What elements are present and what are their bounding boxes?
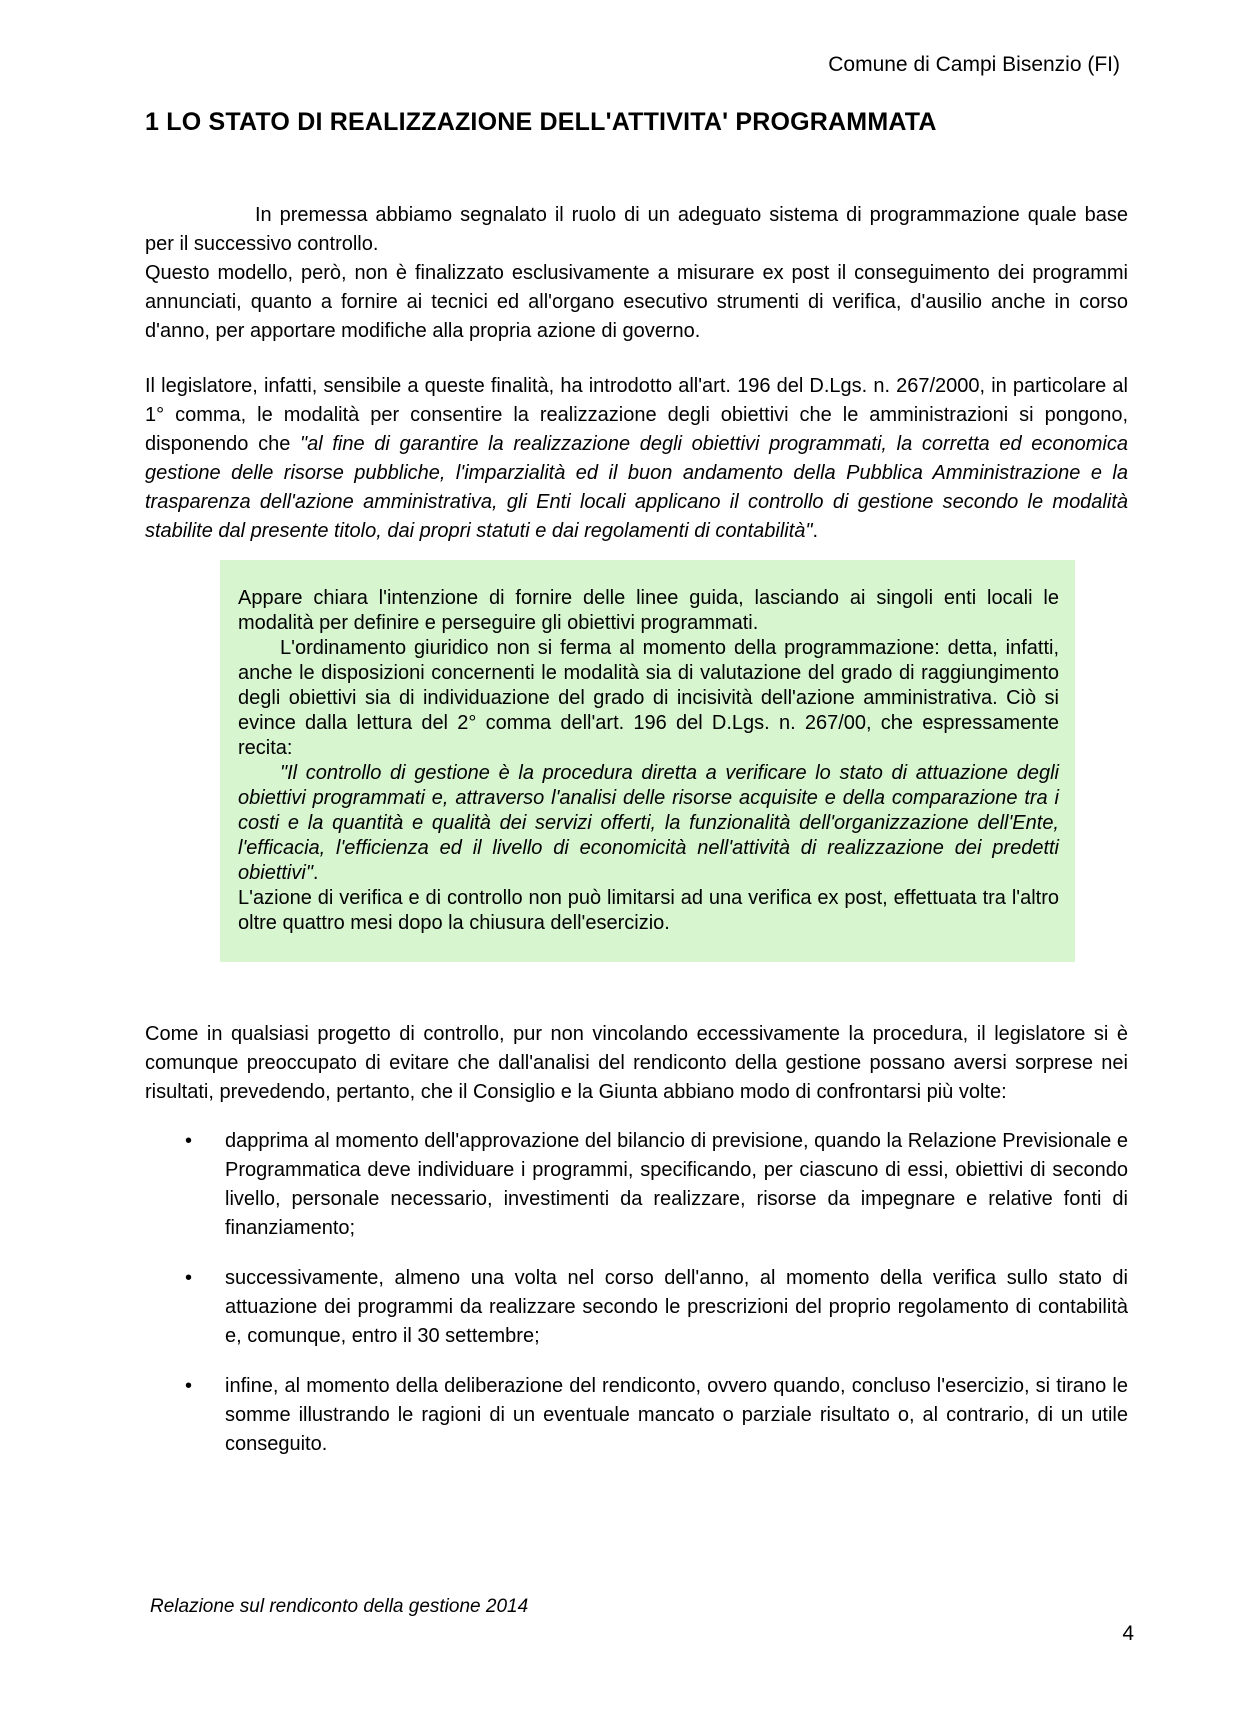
bullet-item-successivamente — [145, 1264, 1128, 1351]
box-paragraph-quote — [238, 761, 1059, 886]
paragraph-premessa: In premessa abbiamo segnalato il ruolo di un adeguato sistema di programmazione quale base per il successivo controllo. — [145, 204, 1128, 255]
bullet-text: dapprima al momento dell'approvazione del bilancio di previsione, quando la Relazione Previsionale e Programmatica deve individuare i programmi, specificando, per ciascuno di essi, obiettivi di secondo livello, personale necessario, investimenti da realizzare, risorse da impegnare e relative fonti di finanziamento; — [225, 1130, 1128, 1239]
paragraph-legislatore — [145, 372, 1128, 546]
bullet-text: successivamente, almeno una volta nel corso dell'anno, al momento della verifica sullo stato di attuazione dei programmi da realizzare secondo le prescrizioni del proprio regolamento di contabilità e, comunque, entro il 30 settembre; — [225, 1267, 1128, 1347]
bullet-item-infine — [145, 1372, 1128, 1459]
box-paragraph-appare: Appare chiara l'intenzione di fornire delle linee guida, lasciando ai singoli enti locali le modalità per definire e perseguire gli obiettivi programmati. — [238, 587, 1059, 634]
bullet-marker: • — [185, 1375, 193, 1397]
highlight-box — [220, 560, 1075, 962]
box-paragraph-azione: L'azione di verifica e di controllo non può limitarsi ad una verifica ex post, effettuata tra l'altro oltre quattro mesi dopo la chiusura dell'esercizio. — [238, 887, 1059, 934]
paragraph-legislatore-quote: "al fine di garantire la realizzazione degli obiettivi programmati, la corretta ed economica gestione delle risorse pubbliche, l'imparzialità ed il buon andamento della Pubblica Amministrazione e la trasparenza dell'azione amministrativa, gli Enti locali applicano il controllo di gestione secondo le modalità stabilite dal presente titolo, dai propri statuti e dai regolamenti di contabilità" — [145, 433, 1128, 542]
box-paragraph-ordinamento: L'ordinamento giuridico non si ferma al momento della programmazione: detta, infatti, anche le disposizioni concernenti le modalità sia di valutazione del grado di raggiungimento degli obiettivi sia di individuazione del grado di incisività dell'azione amministrativa. Ciò si evince dalla lettura del 2° comma dell'art. 196 del D.Lgs. n. 267/00, che espressamente recita: — [238, 637, 1059, 759]
paragraph-modello: Questo modello, però, non è finalizzato esclusivamente a misurare ex post il conseguimento dei programmi annunciati, quanto a fornire ai tecnici ed all'organo esecutivo strumenti di verifica, d'ausilio anche in corso d'anno, per apportare modifiche alla propria azione di governo. — [145, 262, 1128, 342]
paragraph-legislatore-intro: Il legislatore, infatti, sensibile a queste finalità, ha introdotto all'art. 196 del D.Lgs. n. 267/2000, in particolare al 1° comma, le modalità per consentire la realizzazione degli obiettivi che le amministrazioni si pongono, disponendo che — [145, 375, 1128, 455]
box-quote-text: "Il controllo di gestione è la procedura diretta a verificare lo stato di attuazione degli obiettivi programmati e, attraverso l'analisi delle risorse acquisite e della comparazione tra i costi e la quantità e qualità dei servizi offerti, la funzionalità dell'organizzazione dell'Ente, l'efficacia, l'efficienza ed il livello di economicità nell'attività di realizzazione dei predetti obiettivi" — [238, 762, 1059, 884]
bullet-marker: • — [185, 1267, 193, 1289]
box-quote-end: . — [312, 862, 319, 884]
bullet-item-dapprima — [145, 1127, 1128, 1243]
bullet-text: infine, al momento della deliberazione del rendiconto, ovvero quando, concluso l'esercizio, si tirano le somme illustrando le ragioni di un eventuale mancato o parziale risultato o, al contrario, di un utile conseguito. — [225, 1375, 1128, 1455]
bullet-marker: • — [185, 1130, 193, 1152]
page-number: 4 — [1122, 1622, 1134, 1645]
page-title: 1 LO STATO DI REALIZZAZIONE DELL'ATTIVITA' PROGRAMMATA — [145, 108, 937, 136]
footer-report-title: Relazione sul rendiconto della gestione 2014 — [150, 1596, 529, 1617]
paragraph-legislatore-end: . — [812, 520, 819, 542]
paragraph-come: Come in qualsiasi progetto di controllo, pur non vincolando eccessivamente la procedura, il legislatore si è comunque preoccupato di evitare che dall'analisi del rendiconto della gestione possano aversi sorprese nei risultati, prevedendo, pertanto, che il Consiglio e la Giunta abbiano modo di confrontarsi più volte: — [145, 1023, 1128, 1103]
page-header: Comune di Campi Bisenzio (FI) — [828, 53, 1120, 76]
bullet-list — [145, 1127, 1128, 1459]
